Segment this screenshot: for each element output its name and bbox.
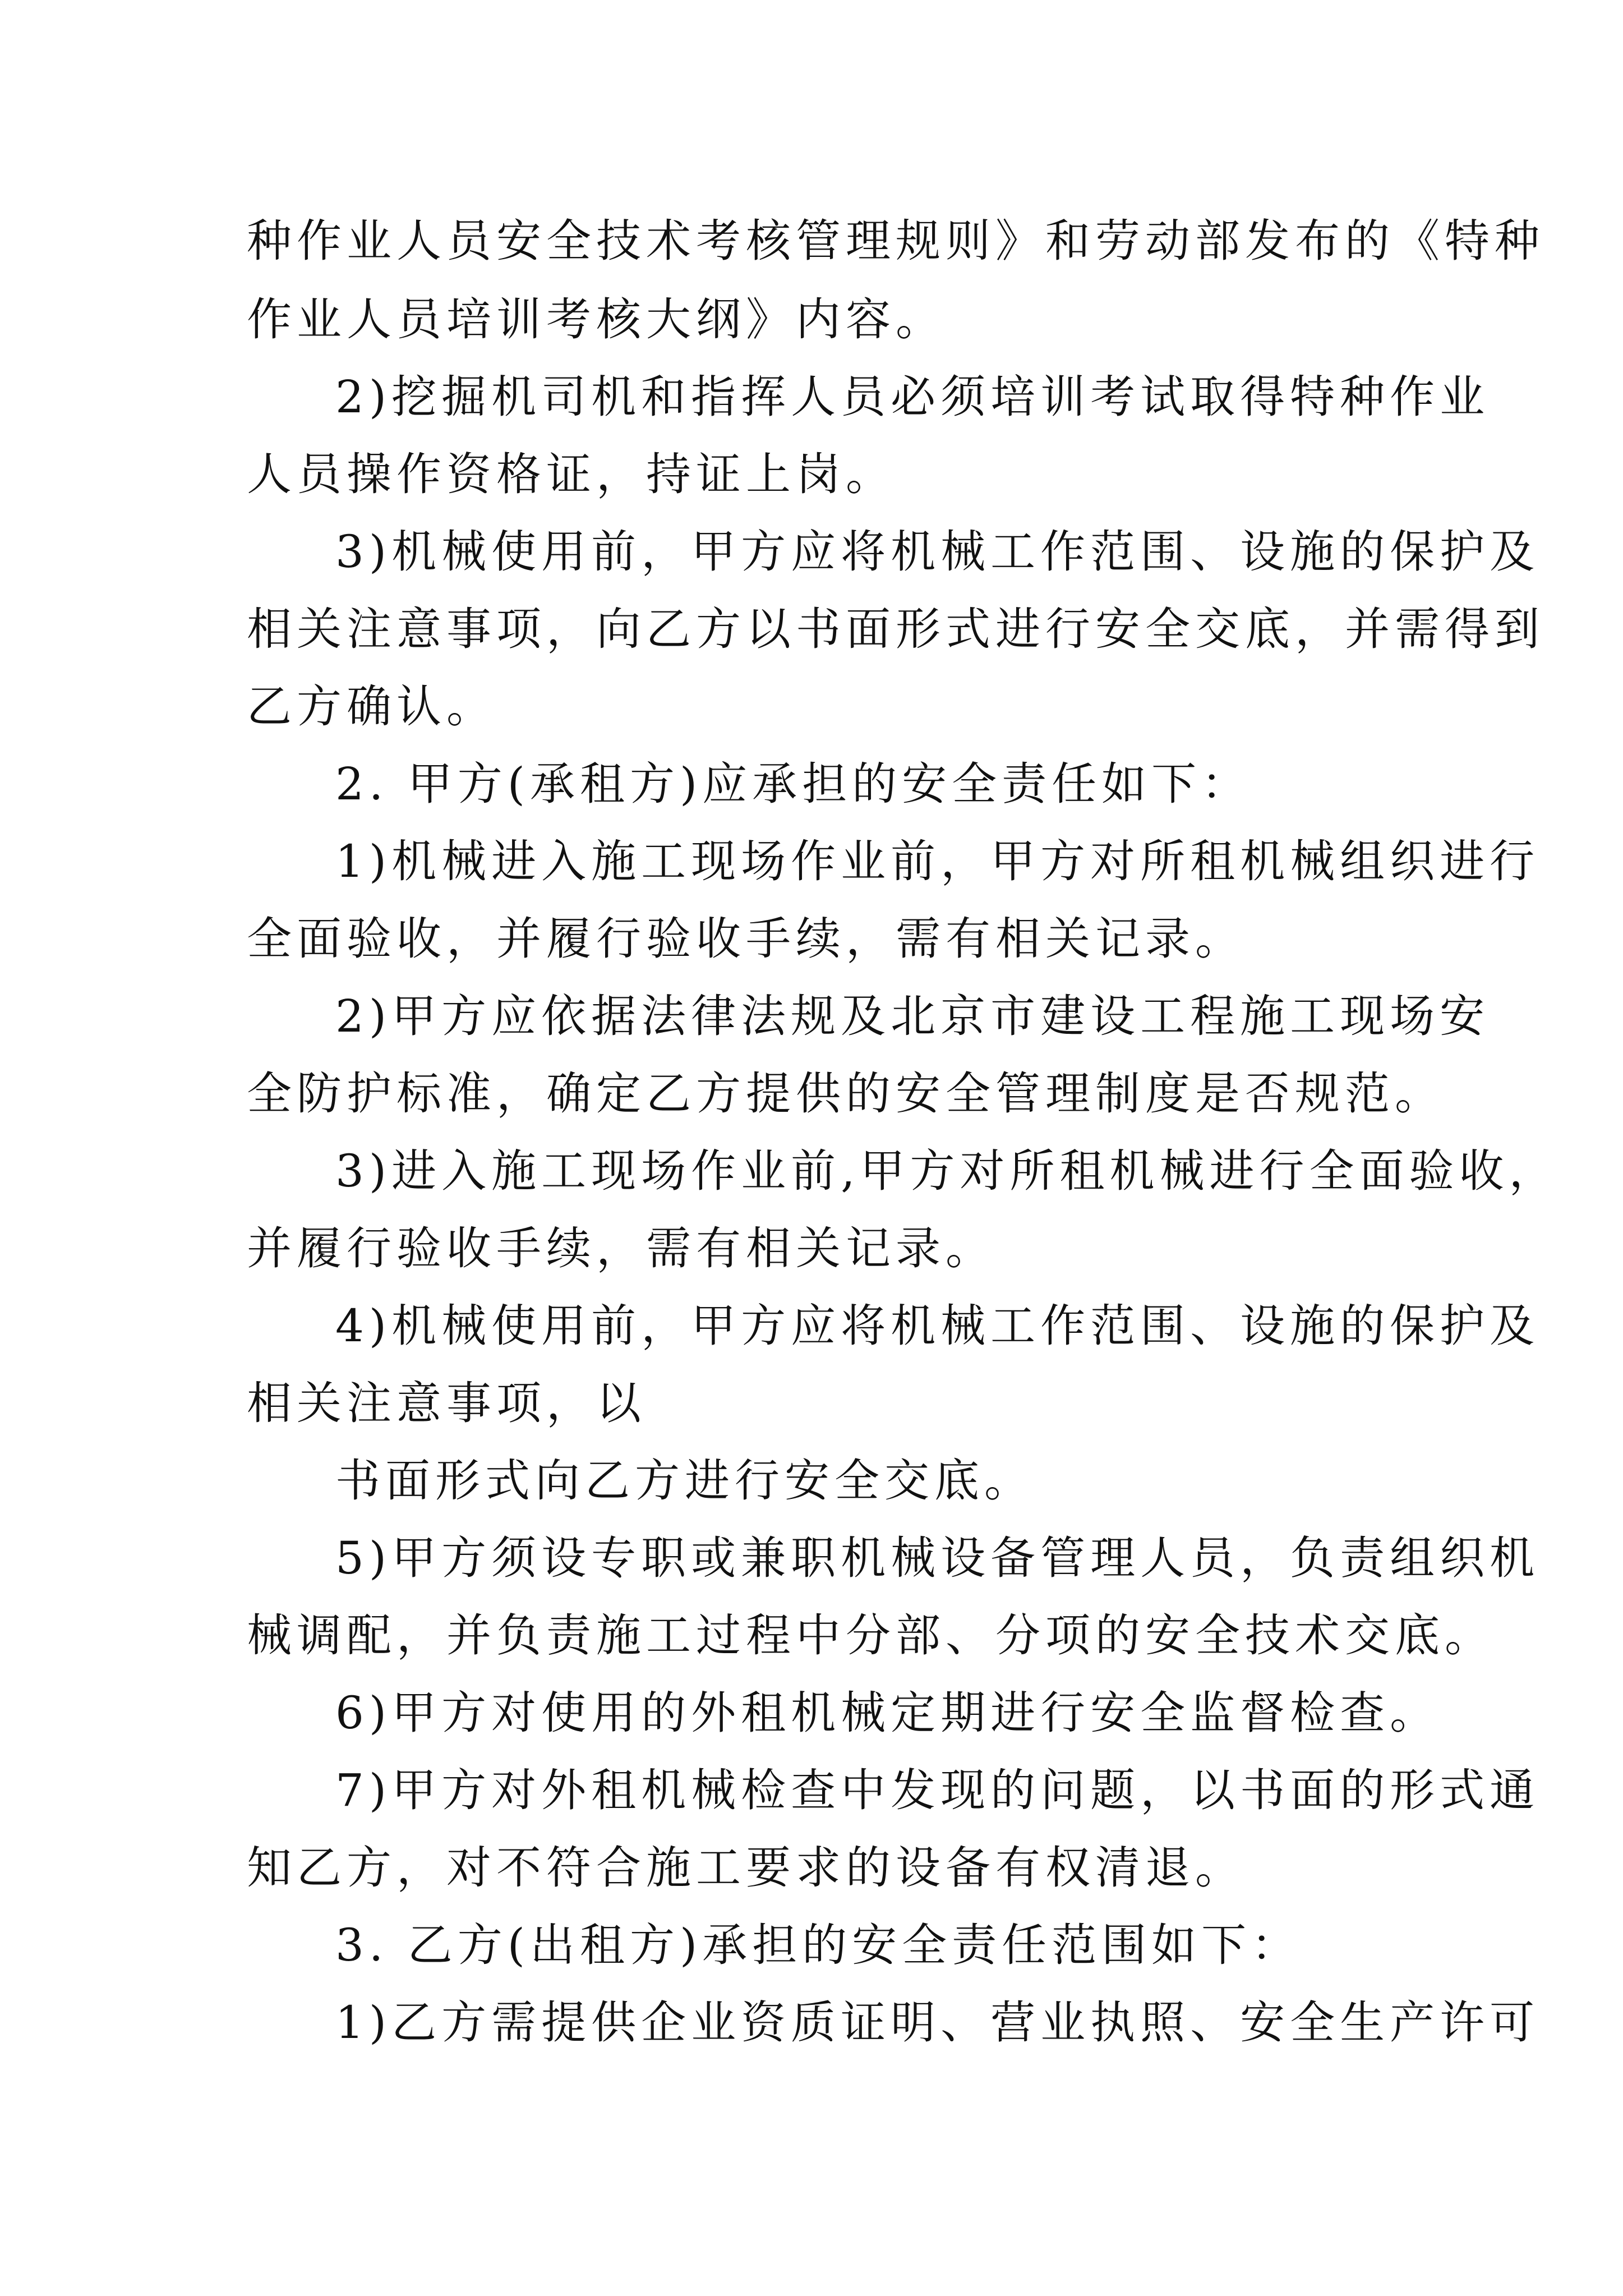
- text-line: 械调配，并负责施工过程中分部、分项的安全技术交底。: [247, 1609, 1495, 1662]
- text-line: 并履行验收手续，需有相关记录。: [247, 1222, 995, 1274]
- text-line: 2)甲方应依据法律法规及北京市建设工程施工现场安: [335, 990, 1490, 1042]
- text-line: 种作业人员安全技术考核管理规则》和劳动部发布的《特种: [247, 215, 1544, 267]
- text-line: 3)机械使用前，甲方应将机械工作范围、设施的保护及: [335, 526, 1540, 578]
- text-line: 5)甲方须设专职或兼职机械设备管理人员，负责组织机: [335, 1532, 1540, 1584]
- section-heading: 3. 乙方(出租方)承担的安全责任范围如下：: [335, 1919, 1302, 1971]
- text-line: 知乙方，对不符合施工要求的设备有权清退。: [247, 1842, 1245, 1894]
- text-line: 乙方确认。: [247, 680, 496, 733]
- text-line: 3)进入施工现场作业前,甲方对所租机械进行全面验收，: [335, 1145, 1559, 1197]
- text-line: 6)甲方对使用的外租机械定期进行安全监督检查。: [335, 1687, 1440, 1739]
- text-line: 相关注意事项，向乙方以书面形式进行安全交底，并需得到: [247, 603, 1544, 655]
- text-line: 1)乙方需提供企业资质证明、营业执照、安全生产许可: [335, 1996, 1540, 2049]
- text-line: 1)机械进入施工现场作业前，甲方对所租机械组织进行: [335, 835, 1540, 887]
- section-heading: 2. 甲方(承租方)应承担的安全责任如下：: [335, 758, 1252, 810]
- text-line: 人员操作资格证，持证上岗。: [247, 448, 896, 500]
- text-line: 7)甲方对外租机械检查中发现的问题，以书面的形式通: [335, 1764, 1540, 1816]
- text-line: 作业人员培训考核大纲》内容。: [247, 293, 946, 346]
- text-line: 书面形式向乙方进行安全交底。: [335, 1455, 1034, 1507]
- text-line: 全防护标准，确定乙方提供的安全管理制度是否规范。: [247, 1068, 1445, 1120]
- text-line: 2)挖掘机司机和指挥人员必须培训考试取得特种作业: [335, 371, 1490, 423]
- text-line: 相关注意事项，以: [247, 1377, 646, 1429]
- text-line: 4)机械使用前，甲方应将机械工作范围、设施的保护及: [335, 1300, 1540, 1352]
- text-line: 全面验收，并履行验收手续，需有相关记录。: [247, 913, 1245, 965]
